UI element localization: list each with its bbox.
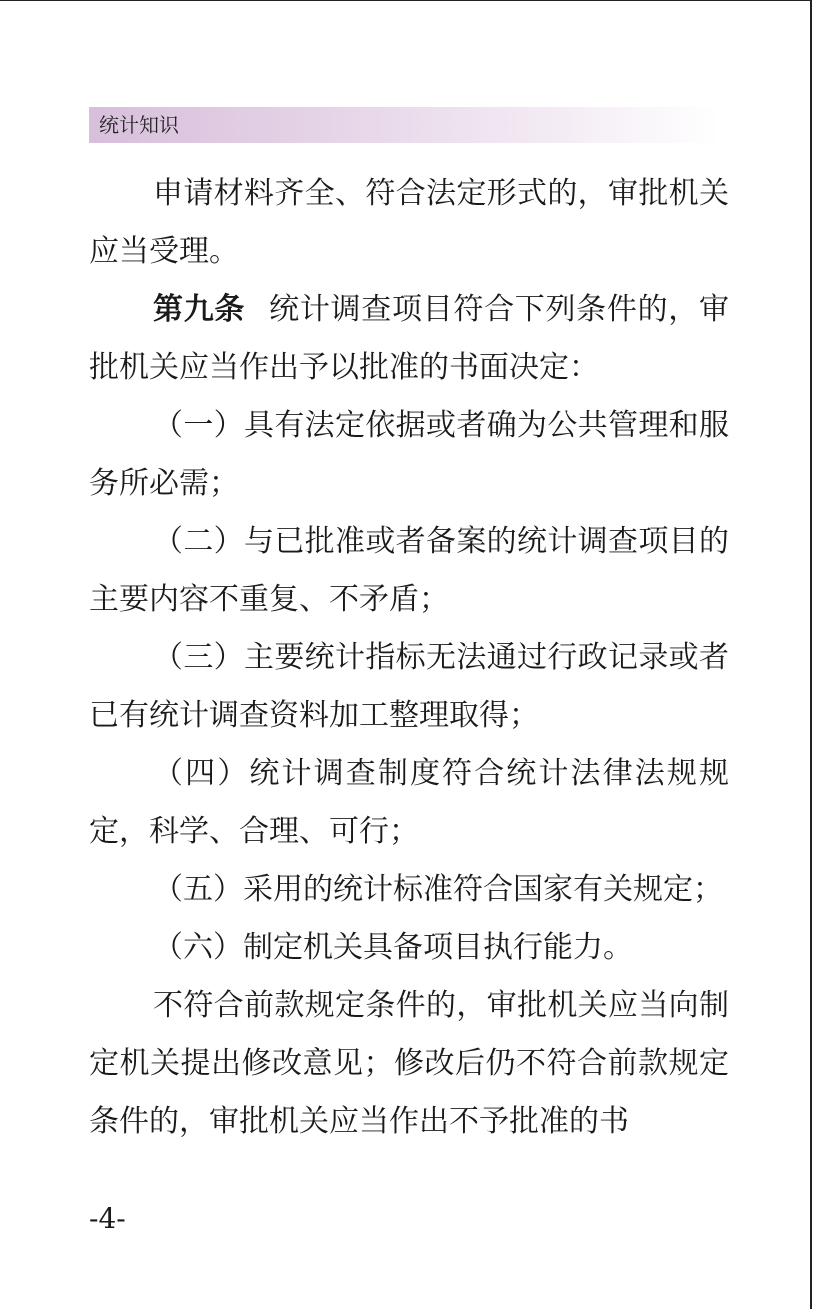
list-item — [89, 629, 729, 745]
paragraph-text: （三）主要统计指标无法通过行政记录或者已有统计调查资料加工整理取得； — [89, 640, 729, 733]
paragraph-article-9 — [89, 281, 729, 397]
paragraph-text: （四）统计调查制度符合统计法律法规规定，科学、合理、可行； — [89, 756, 729, 849]
list-item — [89, 397, 729, 513]
paragraph — [89, 165, 729, 281]
section-header-label: 统计知识 — [99, 113, 179, 137]
list-item — [89, 861, 729, 919]
paragraph-text: 不符合前款规定条件的，审批机关应当向制定机关提出修改意见；修改后仍不符合前款规定条件的，审批机关应当作出不予批准的书 — [89, 988, 729, 1139]
article-number: 第九条 — [153, 292, 246, 327]
list-item — [89, 745, 729, 861]
section-header-band — [89, 107, 719, 143]
paragraph-text: （六）制定机关具备项目执行能力。 — [153, 930, 633, 965]
paragraph-text: （五）采用的统计标准符合国家有关规定； — [153, 872, 723, 907]
paragraph-text: 申请材料齐全、符合法定形式的，审批机关应当受理。 — [89, 176, 729, 269]
paragraph — [89, 977, 729, 1151]
body-text — [89, 165, 729, 1151]
list-item — [89, 919, 729, 977]
page-number: -4- — [89, 1202, 126, 1235]
list-item — [89, 513, 729, 629]
paragraph-text: （二）与已批准或者备案的统计调查项目的主要内容不重复、不矛盾； — [89, 524, 729, 617]
paragraph-text: （一）具有法定依据或者确为公共管理和服务所必需； — [89, 408, 729, 501]
paragraph-text: 统计调查项目符合下列条件的，审批机关应当作出予以批准的书面决定： — [89, 292, 730, 385]
